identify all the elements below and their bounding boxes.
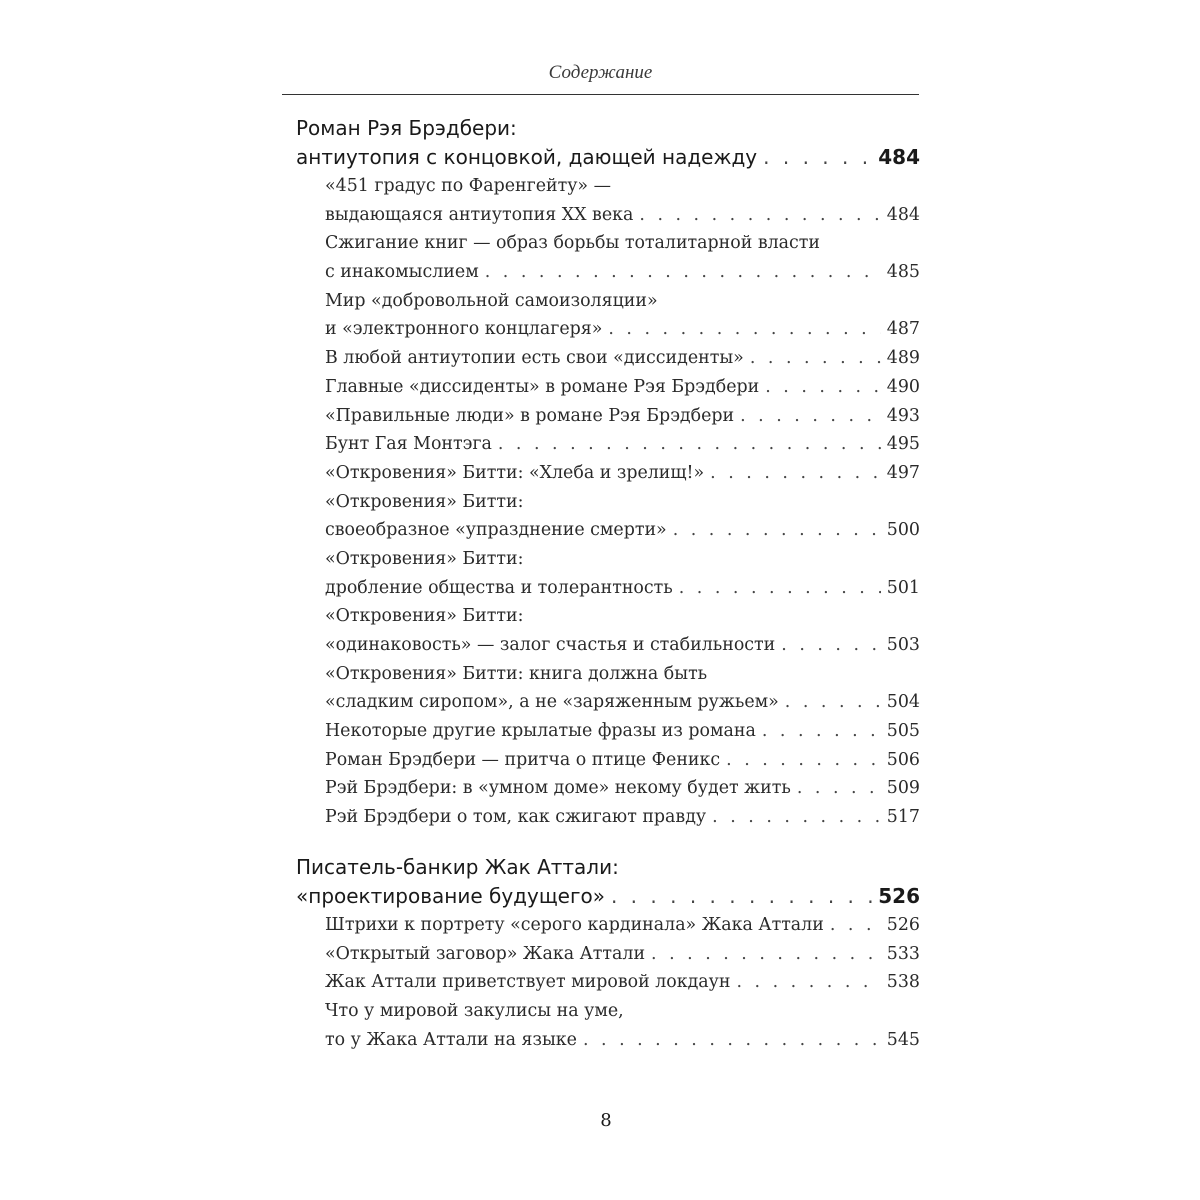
toc-entry — [325, 545, 920, 602]
section-page-number: 526 — [878, 883, 920, 908]
entry-title: выдающаяся антиутопия XX века — [325, 204, 634, 225]
entry-page-number: 493 — [886, 405, 920, 426]
header-rule — [282, 94, 919, 95]
section-page-number: 484 — [878, 145, 920, 169]
dot-leader — [797, 774, 881, 803]
entry-title: и «электронного концлагеря» — [325, 319, 603, 340]
entry-title: «Откровения» Битти: — [325, 548, 524, 569]
entry-title: «сладким сиропом», а не «заряженным ружьем» — [325, 692, 779, 713]
entry-page-number: 505 — [886, 721, 920, 742]
entry-page-number: 490 — [886, 376, 920, 397]
toc-entry — [325, 488, 920, 545]
entry-title: Сжигание книг — образ борьбы тоталитарной власти — [325, 233, 820, 254]
section-title: антиутопия с концовкой, дающей надежду — [296, 145, 758, 169]
dot-leader — [679, 574, 881, 603]
section-title: Роман Рэя Брэдбери: — [296, 116, 517, 140]
entry-title: «Откровения» Битти: — [325, 606, 524, 627]
toc-entry — [325, 997, 920, 1054]
page-number: 8 — [600, 1110, 612, 1131]
dot-leader — [763, 143, 872, 172]
dot-leader — [785, 688, 881, 717]
toc-entry — [325, 287, 920, 344]
toc-entry — [325, 774, 920, 803]
toc-entry — [325, 229, 920, 286]
entry-title: Роман Брэдбери — притча о птице Феникс — [325, 749, 721, 770]
dot-leader — [639, 201, 880, 230]
entry-page-number: 501 — [886, 577, 920, 598]
toc-entry — [325, 911, 920, 940]
entry-title: «Откровения» Битти: «Хлеба и зрелищ!» — [325, 462, 705, 483]
dot-leader — [710, 459, 881, 488]
entry-page-number: 489 — [886, 348, 920, 369]
dot-leader — [498, 430, 881, 459]
toc-entry — [325, 940, 920, 969]
entry-title: с инакомыслием — [325, 262, 479, 283]
entry-title: Бунт Гая Монтэга — [325, 434, 492, 455]
dot-leader — [611, 882, 872, 911]
toc-entry — [325, 172, 920, 229]
section-title-line-1 — [296, 114, 920, 143]
dot-leader — [608, 315, 880, 344]
section-title-line-1 — [296, 853, 920, 882]
section-title-line-2 — [296, 882, 920, 911]
entry-title: «Открытый заговор» Жака Аттали — [325, 943, 646, 964]
entry-title: Рэй Брэдбери: в «умном доме» некому будет жить — [325, 778, 791, 799]
entry-title: «Правильные люди» в романе Рэя Брэдбери — [325, 405, 735, 426]
dot-leader — [726, 746, 881, 775]
dot-leader — [673, 516, 881, 545]
dot-leader — [583, 1026, 881, 1055]
table-of-contents — [296, 114, 920, 1054]
toc-entry — [325, 459, 920, 488]
dot-leader — [765, 373, 881, 402]
entry-page-number: 487 — [886, 319, 920, 340]
entry-page-number: 503 — [886, 635, 920, 655]
dot-leader — [736, 968, 880, 997]
toc-entry — [325, 968, 920, 997]
entry-page-number: 495 — [886, 434, 920, 455]
dot-leader — [830, 911, 881, 940]
entry-page-number: 545 — [886, 1029, 920, 1050]
section-title: «проектирование будущего» — [296, 883, 605, 908]
toc-section — [296, 114, 920, 832]
entry-title: Некоторые другие крылатые фразы из романа — [325, 721, 756, 742]
entry-title: дробление общества и толерантность — [325, 577, 673, 598]
dot-leader — [485, 258, 881, 287]
dot-leader — [762, 717, 881, 746]
dot-leader — [750, 344, 881, 373]
toc-entry — [325, 402, 920, 431]
entry-title: Жак Аттали приветствует мировой локдаун — [325, 972, 731, 993]
entry-title: «одинаковость» — залог счастья и стабильности — [325, 635, 776, 655]
entry-page-number: 485 — [886, 262, 920, 283]
dot-leader — [740, 402, 881, 431]
entry-page-number: 500 — [886, 520, 920, 541]
entry-title: Мир «добровольной самоизоляции» — [325, 290, 658, 311]
section-title-line-2 — [296, 143, 920, 172]
entry-title: Главные «диссиденты» в романе Рэя Брэдбери — [325, 376, 760, 397]
toc-section — [296, 853, 920, 1054]
toc-entry — [325, 430, 920, 459]
dot-leader — [712, 803, 881, 832]
entry-title: Штрихи к портрету «серого кардинала» Жака Аттали — [325, 914, 824, 935]
section-title: Писатель-банкир Жак Аттали: — [296, 854, 619, 879]
running-head: Содержание — [548, 62, 653, 83]
entry-page-number: 526 — [886, 914, 920, 935]
entry-title: «451 градус по Фаренгейту» — — [325, 176, 611, 196]
dot-leader — [651, 940, 881, 969]
toc-entry — [325, 373, 920, 402]
entry-page-number: 509 — [886, 778, 920, 799]
entry-page-number: 504 — [886, 692, 920, 713]
toc-entry — [325, 803, 920, 832]
entry-title: своеобразное «упразднение смерти» — [325, 520, 667, 541]
entry-title: В любой антиутопии есть свои «диссиденты» — [325, 348, 744, 369]
toc-entry — [325, 602, 920, 659]
toc-entry — [325, 746, 920, 775]
entry-page-number: 538 — [886, 972, 920, 993]
toc-entry — [325, 344, 920, 373]
entry-page-number: 497 — [886, 462, 920, 483]
entry-page-number: 533 — [886, 943, 920, 964]
toc-entry — [325, 717, 920, 746]
entry-page-number: 517 — [886, 807, 920, 828]
entry-title: «Откровения» Битти: книга должна быть — [325, 663, 708, 684]
toc-entry — [325, 660, 920, 717]
entry-page-number: 484 — [886, 204, 920, 225]
entry-title: Что у мировой закулисы на уме, — [325, 1000, 624, 1021]
entry-page-number: 506 — [886, 749, 920, 770]
dot-leader — [781, 631, 881, 660]
entry-title: «Откровения» Битти: — [325, 491, 524, 512]
entry-title: Рэй Брэдбери о том, как сжигают правду — [325, 807, 707, 828]
entry-title: то у Жака Аттали на языке — [325, 1029, 577, 1050]
